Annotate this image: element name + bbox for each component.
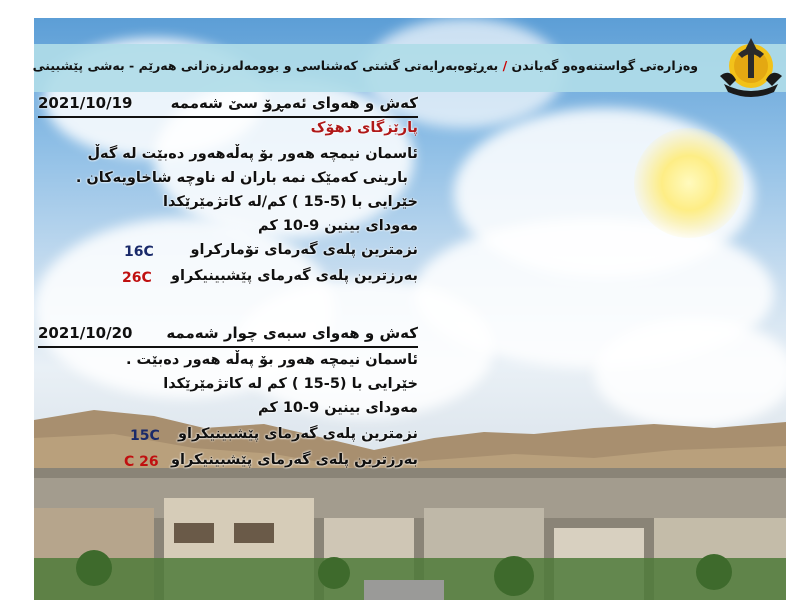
banner-title (33, 58, 698, 73)
province-name: پارێزگای دهۆک (310, 120, 418, 136)
sun-glow (634, 128, 744, 238)
tomorrow-wind: خێرایی با (5-15 ) کم لە کاتژمێرێکدا (163, 376, 418, 392)
tomorrow-visibility: مەودای بینین 9-10 کم (257, 400, 418, 416)
today-sky-line-2: بارینی کەمێک نمە باران لە ناوچە شاخاویەکان . (75, 170, 408, 186)
tomorrow-date: 2021/10/20 (38, 324, 133, 342)
department-name: بەڕێوەبەرایەتی گشتی کەشناسی و بوومەلەرزەزانی هەرێم - بەشی پێشبینی (32, 58, 499, 73)
forecast-today (38, 92, 418, 302)
ministry-name: وەزارەتی گواستنەوەو گەیاندن (511, 58, 698, 73)
today-date: 2021/10/19 (38, 94, 133, 112)
today-title: کەش و هەوای ئەمڕۆ سێ شەممە (170, 94, 418, 112)
kurdistan-emblem-icon (716, 28, 786, 102)
today-max-label: بەرزترین پلەی گەرمای پێشبینیکراو (171, 268, 418, 284)
today-min-label: نزمترین پلەی گەرمای تۆمارکراو (190, 242, 418, 258)
tomorrow-underline (38, 346, 418, 348)
tomorrow-max-label: بەرزترین پلەی گەرمای پێشبینیکراو (171, 452, 418, 468)
tomorrow-min-label: نزمترین پلەی گەرمای پێشبینیکراو (178, 426, 418, 442)
banner-separator: / (502, 58, 508, 73)
tomorrow-sky-line-1: ئاسمان نیمچە هەور بۆ پەڵە هەور دەبێت . (125, 352, 418, 368)
tomorrow-title: کەش و هەوای سبەی چوار شەممە (166, 324, 418, 342)
forecast-tomorrow (38, 322, 418, 482)
tomorrow-min-temp: 15C (130, 428, 160, 444)
today-underline (38, 116, 418, 118)
today-visibility: مەودای بینین 9-10 کم (257, 218, 418, 234)
tomorrow-max-temp: 26 C (124, 454, 159, 470)
today-min-temp: 16C (124, 244, 154, 260)
header-banner (34, 44, 786, 92)
today-sky-line-1: ئاسمان نیمچە هەور بۆ پەڵەهەور دەبێت لە گەڵ (87, 146, 418, 162)
city-view (34, 468, 786, 600)
today-max-temp: 26C (122, 270, 152, 286)
today-wind: خێرایی با (5-15 ) کم/لە کاتژمێرێکدا (163, 194, 418, 210)
